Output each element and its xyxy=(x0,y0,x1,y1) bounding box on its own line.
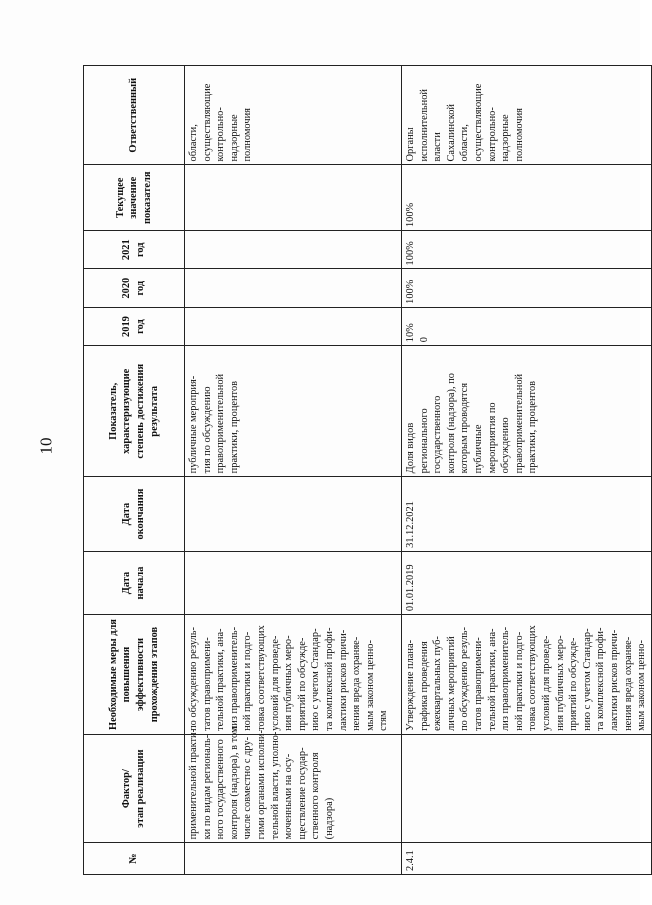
header-factor: Фактор/ этап реализации xyxy=(84,734,185,842)
header-2019: 2019 год xyxy=(84,307,185,345)
cell-indicator: публичные мероприя- тия по обсуждению правоприменительной практики, процентов xyxy=(185,346,402,477)
header-2020: 2020 год xyxy=(84,269,185,307)
cell-2021 xyxy=(185,231,402,269)
header-current-value: Текущее значение показателя xyxy=(84,165,185,231)
cell-current-value: 100% xyxy=(402,165,652,231)
header-responsible: Ответственный xyxy=(84,66,185,166)
header-measures: Необходимые меры для повышения эффективности прохождения этапов xyxy=(84,615,185,735)
cell-start-date xyxy=(185,551,402,614)
cell-2019: 10% 0 xyxy=(402,307,652,345)
cell-responsible: области, осуществляющие контрольно- надзорные полномочия xyxy=(185,66,402,166)
cell-no xyxy=(185,843,402,875)
implementation-plan-table xyxy=(83,65,652,875)
cell-responsible: Органы исполнительной власти Сахалинской области, осуществляющие контрольно- надзорные полномочия xyxy=(402,66,652,166)
header-start-date: Дата начала xyxy=(84,551,185,614)
header-2021: 2021 год xyxy=(84,231,185,269)
cell-factor xyxy=(402,734,652,842)
header-indicator: Показатель, характеризующие степень достижения результата xyxy=(84,346,185,477)
table-row xyxy=(185,66,402,875)
table-row xyxy=(402,66,652,875)
cell-current-value xyxy=(185,165,402,231)
table-header-row xyxy=(84,66,185,875)
cell-2019 xyxy=(185,307,402,345)
cell-end-date xyxy=(185,477,402,552)
cell-2021: 100% xyxy=(402,231,652,269)
cell-end-date: 31.12.2021 xyxy=(402,477,652,552)
cell-start-date: 01.01.2019 xyxy=(402,551,652,614)
cell-2020: 100% xyxy=(402,269,652,307)
cell-2020 xyxy=(185,269,402,307)
page-number: 10 xyxy=(36,437,56,455)
cell-measures: по обсуждению резуль- татов правопримени- тельной практики, ана- лиз правоприменитель- ной практики и подго- товка соответствующих условий для проведе- ния публичных меро- приятий по обсужде- нию с учетом Стандар- та комплексной профи- лактики рисков причи- нения вреда охраняе- мым законом ценно- стям xyxy=(185,615,402,735)
cell-no: 2.4.1 xyxy=(402,843,652,875)
cell-indicator: Доля видов регионального государственного контроля (надзора), по которым проводятся публичные мероприятия по обсуждению правоприменительной практики, процентов xyxy=(402,346,652,477)
rotated-table-wrapper xyxy=(83,65,648,875)
cell-factor: применительной практи- ки по видам региональ- ного государственного контроля (надзора), в том числе совместно с дру- гими органами исполни- тельной власти, уполно- моченными на осу- ществление государ- ственного контроля (надзора) xyxy=(185,734,402,842)
header-end-date: Дата окончания xyxy=(84,477,185,552)
header-no: № xyxy=(84,843,185,875)
cell-measures: Утверждение плана- графика проведения ежеквартальных пуб- личных мероприятий по обсуждению резуль- татов правопримени- тельной практики, ана- лиз правоприменитель- ной практики и подго- товка соответствующих условий для проведе- ния публичных меро- приятий по обсужде- нию с учетом Стандар- та комплексной профи- лактики рисков причи- нения вреда охраняе- мым законом ценно- xyxy=(402,615,652,735)
